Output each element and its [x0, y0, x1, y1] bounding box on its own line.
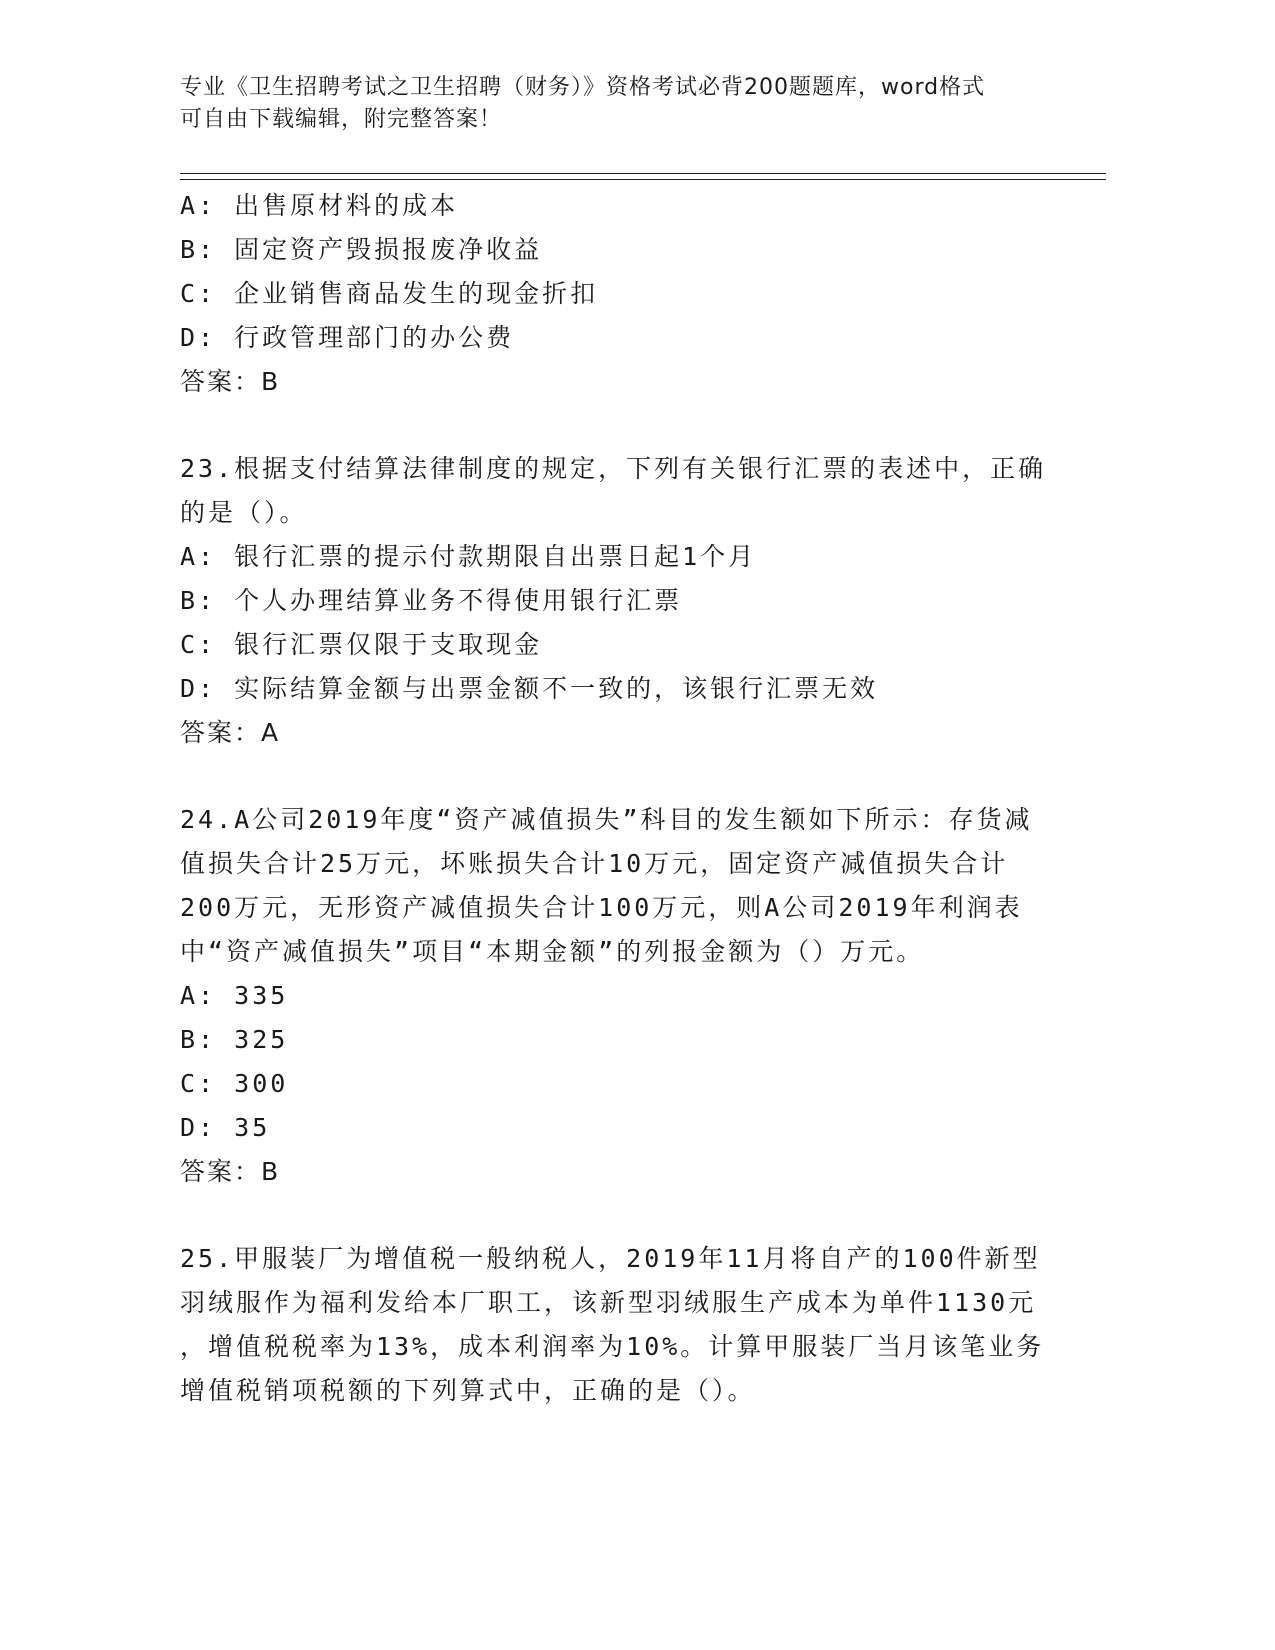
question-list	[180, 184, 1060, 1413]
option-d: D: 实际结算金额与出票金额不一致的，该银行汇票无效	[180, 674, 879, 703]
option-d: D: 35	[180, 1113, 271, 1142]
option-c: C: 300	[180, 1069, 289, 1098]
header-divider-thin	[180, 179, 1106, 180]
question-text-line: 羽绒服作为福利发给本厂职工，该新型羽绒服生产成本为单件1130元	[180, 1288, 1037, 1317]
option-c: C: 企业销售商品发生的现金折扣	[180, 279, 599, 308]
answer-line: 答案：B	[180, 367, 281, 396]
question-text-line: 24.A公司2019年度“资产减值损失”科目的发生额如下所示：存货减	[180, 805, 1033, 834]
option-b: B: 固定资产毁损报废净收益	[180, 235, 543, 264]
answer-line: 答案：B	[180, 1157, 281, 1186]
answer-line: 答案：A	[180, 718, 281, 747]
option-a: A: 335	[180, 981, 289, 1010]
header-divider-thick	[180, 173, 1106, 174]
question-text-line: 的是（）。	[180, 498, 308, 527]
question-25	[180, 1237, 1060, 1413]
question-text-line: 23.根据支付结算法律制度的规定，下列有关银行汇票的表述中，正确	[180, 454, 1047, 483]
question-22	[180, 184, 1060, 404]
question-23	[180, 447, 1060, 755]
option-c: C: 银行汇票仅限于支取现金	[180, 630, 543, 659]
question-text-line: 25.甲服装厂为增值税一般纳税人，2019年11月将自产的100件新型	[180, 1244, 1041, 1273]
option-d: D: 行政管理部门的办公费	[180, 323, 515, 352]
option-a: A: 银行汇票的提示付款期限自出票日起1个月	[180, 542, 757, 571]
document-header	[180, 72, 1060, 136]
option-b: B: 325	[180, 1025, 289, 1054]
question-text-line: ，增值税税率为13%，成本利润率为10%。计算甲服装厂当月该笔业务	[180, 1332, 1045, 1361]
question-text-line: 增值税销项税额的下列算式中，正确的是（）。	[180, 1376, 756, 1405]
question-text-line: 200万元，无形资产减值损失合计100万元，则A公司2019年利润表	[180, 893, 1023, 922]
question-24	[180, 798, 1060, 1194]
option-a: A: 出售原材料的成本	[180, 191, 459, 220]
header-title-line-2: 可自由下载编辑，附完整答案！	[180, 107, 503, 132]
question-text-line: 中“资产减值损失”项目“本期金额”的列报金额为（）万元。	[180, 937, 925, 966]
question-text-line: 值损失合计25万元，坏账损失合计10万元，固定资产减值损失合计	[180, 849, 1009, 878]
option-b: B: 个人办理结算业务不得使用银行汇票	[180, 586, 683, 615]
header-title-line-1: 专业《卫生招聘考试之卫生招聘（财务）》资格考试必背200题题库，word格式	[180, 75, 986, 100]
